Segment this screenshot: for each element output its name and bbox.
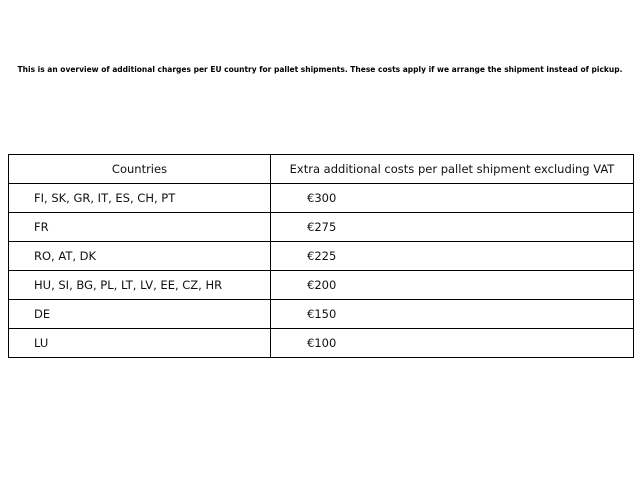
countries-cell: RO, AT, DK bbox=[9, 242, 271, 271]
countries-cell: FI, SK, GR, IT, ES, CH, PT bbox=[9, 184, 271, 213]
charges-table bbox=[8, 154, 634, 358]
countries-cell: DE bbox=[9, 300, 271, 329]
countries-cell: FR bbox=[9, 213, 271, 242]
cost-cell: €100 bbox=[271, 329, 634, 358]
table-row bbox=[9, 271, 634, 300]
cost-cell: €300 bbox=[271, 184, 634, 213]
header-countries: Countries bbox=[9, 155, 271, 184]
table-header-row bbox=[9, 155, 634, 184]
table-row bbox=[9, 242, 634, 271]
cost-cell: €200 bbox=[271, 271, 634, 300]
table-row bbox=[9, 184, 634, 213]
figure-caption: This is an overview of additional charges per EU country for pallet shipments. These costs apply if we arrange the shipment instead of pickup. bbox=[17, 65, 623, 74]
countries-cell: LU bbox=[9, 329, 271, 358]
table-row bbox=[9, 329, 634, 358]
table-row bbox=[9, 300, 634, 329]
countries-cell: HU, SI, BG, PL, LT, LV, EE, CZ, HR bbox=[9, 271, 271, 300]
cost-cell: €150 bbox=[271, 300, 634, 329]
table-row bbox=[9, 213, 634, 242]
cost-cell: €275 bbox=[271, 213, 634, 242]
header-extra-costs: Extra additional costs per pallet shipment excluding VAT bbox=[271, 155, 634, 184]
cost-cell: €225 bbox=[271, 242, 634, 271]
